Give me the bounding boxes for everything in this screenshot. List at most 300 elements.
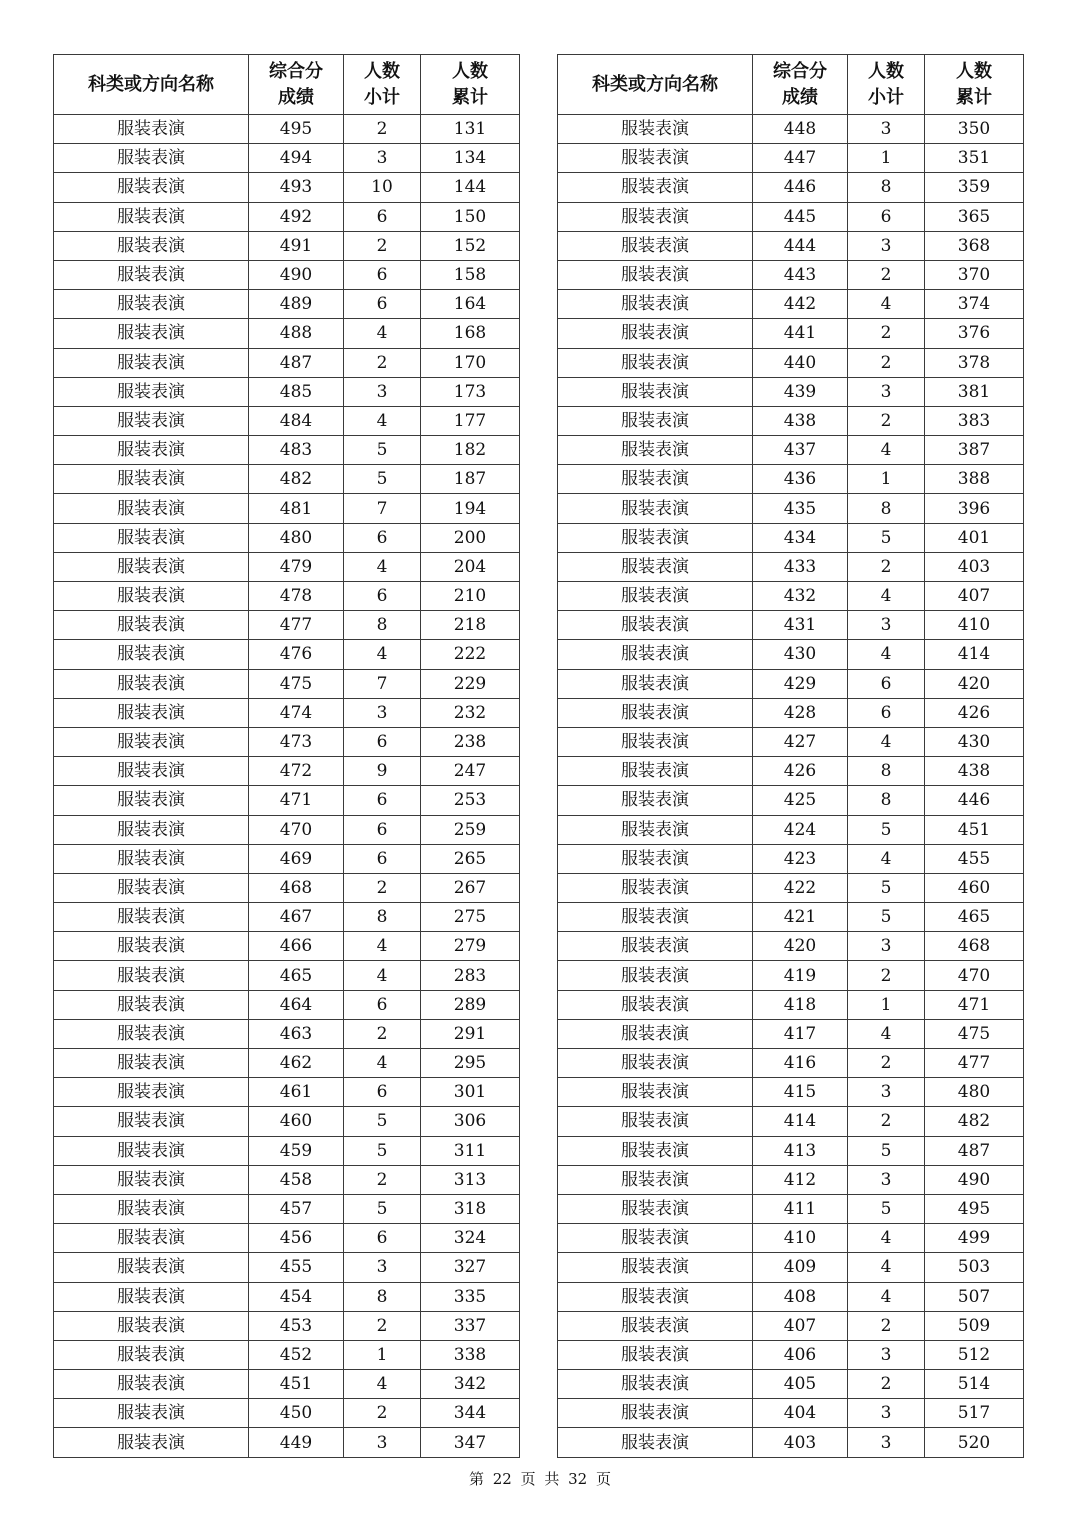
table-row: [558, 1194, 1024, 1223]
cell-category-name: 服装表演: [54, 1049, 249, 1078]
cell-count-subtotal: 2: [848, 1049, 925, 1078]
cell-count-subtotal: 5: [344, 465, 421, 494]
cell-count-cumulative: 383: [925, 406, 1024, 435]
cell-category-name: 服装表演: [558, 1165, 753, 1194]
cell-composite-score: 447: [753, 144, 848, 173]
cell-composite-score: 412: [753, 1165, 848, 1194]
cell-count-subtotal: 6: [848, 698, 925, 727]
table-row: [54, 582, 520, 611]
cell-composite-score: 495: [249, 115, 344, 144]
cell-category-name: 服装表演: [54, 757, 249, 786]
cell-category-name: 服装表演: [54, 115, 249, 144]
cell-composite-score: 474: [249, 698, 344, 727]
cell-count-subtotal: 4: [848, 727, 925, 756]
table-row: [54, 786, 520, 815]
cell-category-name: 服装表演: [558, 1282, 753, 1311]
cell-count-subtotal: 2: [344, 1311, 421, 1340]
cell-count-subtotal: 3: [848, 932, 925, 961]
cell-category-name: 服装表演: [558, 611, 753, 640]
cell-count-cumulative: 426: [925, 698, 1024, 727]
cell-category-name: 服装表演: [54, 1194, 249, 1223]
cell-category-name: 服装表演: [54, 406, 249, 435]
table-row: [54, 932, 520, 961]
table-row: [54, 1224, 520, 1253]
cell-category-name: 服装表演: [558, 523, 753, 552]
cell-composite-score: 458: [249, 1165, 344, 1194]
cell-count-subtotal: 5: [848, 903, 925, 932]
cell-category-name: 服装表演: [54, 698, 249, 727]
cell-count-subtotal: 10: [344, 173, 421, 202]
cell-category-name: 服装表演: [558, 786, 753, 815]
table-row: [558, 582, 1024, 611]
table-row: [54, 1253, 520, 1282]
table-row: [54, 348, 520, 377]
cell-count-cumulative: 350: [925, 115, 1024, 144]
cell-category-name: 服装表演: [54, 640, 249, 669]
cell-composite-score: 465: [249, 961, 344, 990]
cell-composite-score: 433: [753, 552, 848, 581]
table-row: [54, 698, 520, 727]
cell-count-subtotal: 8: [848, 494, 925, 523]
cell-count-subtotal: 5: [344, 1194, 421, 1223]
cell-composite-score: 428: [753, 698, 848, 727]
cell-count-subtotal: 4: [848, 844, 925, 873]
table-row: [54, 260, 520, 289]
table-row: [54, 552, 520, 581]
cell-count-cumulative: 460: [925, 873, 1024, 902]
cell-category-name: 服装表演: [54, 786, 249, 815]
cell-count-cumulative: 144: [421, 173, 520, 202]
cell-category-name: 服装表演: [558, 1194, 753, 1223]
table-row: [558, 1282, 1024, 1311]
cell-count-subtotal: 1: [848, 990, 925, 1019]
cell-count-cumulative: 388: [925, 465, 1024, 494]
cell-composite-score: 443: [753, 260, 848, 289]
table-row: [558, 1253, 1024, 1282]
cell-count-subtotal: 3: [848, 1340, 925, 1369]
cell-category-name: 服装表演: [54, 1370, 249, 1399]
table-row: [558, 1049, 1024, 1078]
table-header-row: [558, 55, 1024, 115]
cell-count-subtotal: 4: [848, 290, 925, 319]
table-row: [54, 727, 520, 756]
cell-count-cumulative: 480: [925, 1078, 1024, 1107]
cell-category-name: 服装表演: [54, 1078, 249, 1107]
cell-composite-score: 434: [753, 523, 848, 552]
cell-composite-score: 436: [753, 465, 848, 494]
cell-category-name: 服装表演: [54, 494, 249, 523]
cell-count-cumulative: 337: [421, 1311, 520, 1340]
cell-count-subtotal: 3: [848, 231, 925, 260]
cell-category-name: 服装表演: [54, 1253, 249, 1282]
cell-composite-score: 405: [753, 1370, 848, 1399]
cell-count-subtotal: 2: [344, 115, 421, 144]
table-row: [54, 202, 520, 231]
cell-count-cumulative: 222: [421, 640, 520, 669]
cell-count-cumulative: 182: [421, 436, 520, 465]
table-row: [54, 669, 520, 698]
cell-count-subtotal: 8: [344, 611, 421, 640]
table-row: [54, 640, 520, 669]
cell-composite-score: 432: [753, 582, 848, 611]
cell-count-cumulative: 381: [925, 377, 1024, 406]
table-row: [558, 786, 1024, 815]
cell-count-cumulative: 376: [925, 319, 1024, 348]
cell-category-name: 服装表演: [54, 932, 249, 961]
page-footer: 第 22 页 共 32 页: [468, 1470, 611, 1488]
cell-composite-score: 456: [249, 1224, 344, 1253]
cell-count-subtotal: 1: [848, 144, 925, 173]
table-row: [54, 1019, 520, 1048]
table-row: [558, 757, 1024, 786]
cell-count-cumulative: 507: [925, 1282, 1024, 1311]
cell-composite-score: 461: [249, 1078, 344, 1107]
cell-count-cumulative: 289: [421, 990, 520, 1019]
cell-category-name: 服装表演: [558, 260, 753, 289]
cell-count-subtotal: 2: [344, 1399, 421, 1428]
table-row: [558, 932, 1024, 961]
cell-category-name: 服装表演: [558, 173, 753, 202]
cell-category-name: 服装表演: [558, 144, 753, 173]
cell-composite-score: 448: [753, 115, 848, 144]
table-row: [54, 757, 520, 786]
cell-category-name: 服装表演: [558, 436, 753, 465]
score-table-right: [557, 54, 1024, 1458]
table-row: [558, 552, 1024, 581]
header-score-line2: 成绩: [278, 86, 314, 108]
cell-composite-score: 475: [249, 669, 344, 698]
table-row: [558, 1019, 1024, 1048]
cell-count-subtotal: 2: [848, 1370, 925, 1399]
cell-count-cumulative: 229: [421, 669, 520, 698]
table-row: [558, 406, 1024, 435]
cell-composite-score: 410: [753, 1224, 848, 1253]
cell-count-cumulative: 517: [925, 1399, 1024, 1428]
cell-category-name: 服装表演: [54, 844, 249, 873]
cell-count-cumulative: 487: [925, 1136, 1024, 1165]
cell-category-name: 服装表演: [558, 319, 753, 348]
cell-count-cumulative: 347: [421, 1428, 520, 1457]
cell-composite-score: 460: [249, 1107, 344, 1136]
cell-count-subtotal: 3: [848, 611, 925, 640]
cell-count-cumulative: 465: [925, 903, 1024, 932]
cell-category-name: 服装表演: [54, 290, 249, 319]
cell-count-subtotal: 4: [344, 319, 421, 348]
cell-count-subtotal: 8: [344, 1282, 421, 1311]
cell-category-name: 服装表演: [54, 173, 249, 202]
header-count-cumulative: [925, 55, 1024, 115]
cell-composite-score: 425: [753, 786, 848, 815]
cell-count-subtotal: 2: [344, 231, 421, 260]
cell-composite-score: 457: [249, 1194, 344, 1223]
cell-count-cumulative: 351: [925, 144, 1024, 173]
cell-category-name: 服装表演: [54, 348, 249, 377]
cell-composite-score: 420: [753, 932, 848, 961]
cell-count-cumulative: 204: [421, 552, 520, 581]
cell-count-cumulative: 295: [421, 1049, 520, 1078]
cell-composite-score: 471: [249, 786, 344, 815]
cell-category-name: 服装表演: [558, 932, 753, 961]
cell-count-subtotal: 2: [848, 348, 925, 377]
cell-count-cumulative: 468: [925, 932, 1024, 961]
cell-count-cumulative: 306: [421, 1107, 520, 1136]
cell-count-cumulative: 455: [925, 844, 1024, 873]
cell-count-cumulative: 420: [925, 669, 1024, 698]
table-row: [54, 1282, 520, 1311]
cell-count-subtotal: 4: [344, 552, 421, 581]
cell-count-subtotal: 5: [848, 873, 925, 902]
cell-composite-score: 406: [753, 1340, 848, 1369]
cell-count-subtotal: 4: [848, 640, 925, 669]
table-row: [54, 844, 520, 873]
cell-category-name: 服装表演: [558, 844, 753, 873]
cell-count-cumulative: 359: [925, 173, 1024, 202]
cell-count-subtotal: 6: [344, 202, 421, 231]
cell-category-name: 服装表演: [558, 552, 753, 581]
cell-count-cumulative: 218: [421, 611, 520, 640]
cell-count-subtotal: 6: [344, 290, 421, 319]
cell-composite-score: 439: [753, 377, 848, 406]
cell-category-name: 服装表演: [558, 202, 753, 231]
header-category-name: 科类或方向名称: [54, 55, 249, 115]
cell-composite-score: 407: [753, 1311, 848, 1340]
table-body-left: [54, 115, 520, 1458]
cell-composite-score: 403: [753, 1428, 848, 1457]
table-row: [54, 990, 520, 1019]
cell-count-subtotal: 2: [344, 1165, 421, 1194]
cell-count-cumulative: 495: [925, 1194, 1024, 1223]
table-row: [558, 903, 1024, 932]
cell-count-subtotal: 5: [344, 1136, 421, 1165]
table-row: [558, 1165, 1024, 1194]
cell-count-cumulative: 490: [925, 1165, 1024, 1194]
cell-count-subtotal: 5: [848, 815, 925, 844]
cell-count-subtotal: 2: [848, 260, 925, 289]
cell-composite-score: 480: [249, 523, 344, 552]
cell-count-cumulative: 318: [421, 1194, 520, 1223]
cell-count-cumulative: 283: [421, 961, 520, 990]
cell-count-subtotal: 6: [848, 669, 925, 698]
cell-composite-score: 404: [753, 1399, 848, 1428]
cell-category-name: 服装表演: [558, 1428, 753, 1457]
table-row: [558, 494, 1024, 523]
cell-category-name: 服装表演: [54, 990, 249, 1019]
cell-category-name: 服装表演: [558, 815, 753, 844]
cell-composite-score: 445: [753, 202, 848, 231]
cell-composite-score: 469: [249, 844, 344, 873]
cell-count-cumulative: 414: [925, 640, 1024, 669]
table-row: [558, 1370, 1024, 1399]
cell-composite-score: 494: [249, 144, 344, 173]
cell-count-subtotal: 6: [344, 260, 421, 289]
table-row: [54, 377, 520, 406]
cell-composite-score: 453: [249, 1311, 344, 1340]
cell-category-name: 服装表演: [558, 640, 753, 669]
cell-composite-score: 478: [249, 582, 344, 611]
cell-category-name: 服装表演: [54, 611, 249, 640]
cell-composite-score: 449: [249, 1428, 344, 1457]
cell-count-cumulative: 446: [925, 786, 1024, 815]
cell-count-cumulative: 210: [421, 582, 520, 611]
cell-composite-score: 470: [249, 815, 344, 844]
cell-category-name: 服装表演: [54, 1428, 249, 1457]
table-row: [558, 640, 1024, 669]
cell-composite-score: 440: [753, 348, 848, 377]
table-row: [558, 1399, 1024, 1428]
cell-category-name: 服装表演: [558, 757, 753, 786]
cell-category-name: 服装表演: [54, 1019, 249, 1048]
table-row: [54, 494, 520, 523]
cell-count-cumulative: 200: [421, 523, 520, 552]
cell-category-name: 服装表演: [54, 1340, 249, 1369]
cell-count-subtotal: 3: [344, 698, 421, 727]
cell-composite-score: 487: [249, 348, 344, 377]
cell-category-name: 服装表演: [558, 377, 753, 406]
header-score-line2: 成绩: [782, 86, 818, 108]
cell-composite-score: 415: [753, 1078, 848, 1107]
cell-count-subtotal: 5: [344, 1107, 421, 1136]
cell-count-subtotal: 4: [344, 961, 421, 990]
cell-category-name: 服装表演: [54, 582, 249, 611]
cell-count-cumulative: 477: [925, 1049, 1024, 1078]
table-row: [558, 1107, 1024, 1136]
table-header-row: [54, 55, 520, 115]
table-row: [558, 1311, 1024, 1340]
cell-composite-score: 493: [249, 173, 344, 202]
table-row: [558, 815, 1024, 844]
cell-count-subtotal: 6: [344, 844, 421, 873]
table-row: [558, 727, 1024, 756]
cell-category-name: 服装表演: [558, 1311, 753, 1340]
cell-count-cumulative: 279: [421, 932, 520, 961]
table-row: [558, 1136, 1024, 1165]
table-row: [558, 260, 1024, 289]
cell-category-name: 服装表演: [54, 903, 249, 932]
cell-composite-score: 426: [753, 757, 848, 786]
header-composite-score: [753, 55, 848, 115]
cell-count-subtotal: 3: [848, 1399, 925, 1428]
table-row: [54, 1399, 520, 1428]
cell-count-subtotal: 5: [848, 523, 925, 552]
cell-count-cumulative: 168: [421, 319, 520, 348]
cell-count-cumulative: 291: [421, 1019, 520, 1048]
cell-composite-score: 414: [753, 1107, 848, 1136]
header-count-subtotal: [344, 55, 421, 115]
cell-category-name: 服装表演: [54, 260, 249, 289]
table-row: [54, 1078, 520, 1107]
cell-composite-score: 479: [249, 552, 344, 581]
cell-composite-score: 452: [249, 1340, 344, 1369]
cell-count-subtotal: 3: [344, 1428, 421, 1457]
cell-count-subtotal: 5: [848, 1194, 925, 1223]
cell-category-name: 服装表演: [558, 494, 753, 523]
cell-composite-score: 464: [249, 990, 344, 1019]
cell-category-name: 服装表演: [558, 873, 753, 902]
table-row: [558, 173, 1024, 202]
cell-count-cumulative: 471: [925, 990, 1024, 1019]
cell-composite-score: 491: [249, 231, 344, 260]
cell-composite-score: 488: [249, 319, 344, 348]
cell-composite-score: 462: [249, 1049, 344, 1078]
cell-category-name: 服装表演: [54, 436, 249, 465]
cell-count-subtotal: 6: [344, 582, 421, 611]
cell-composite-score: 418: [753, 990, 848, 1019]
cell-category-name: 服装表演: [54, 202, 249, 231]
cell-count-cumulative: 451: [925, 815, 1024, 844]
cell-count-cumulative: 134: [421, 144, 520, 173]
cell-composite-score: 473: [249, 727, 344, 756]
cell-count-cumulative: 520: [925, 1428, 1024, 1457]
cell-category-name: 服装表演: [558, 727, 753, 756]
cell-count-cumulative: 407: [925, 582, 1024, 611]
cell-category-name: 服装表演: [558, 348, 753, 377]
table-row: [558, 1078, 1024, 1107]
cell-category-name: 服装表演: [54, 1399, 249, 1428]
cell-count-subtotal: 9: [344, 757, 421, 786]
cell-count-subtotal: 2: [848, 406, 925, 435]
cell-count-cumulative: 396: [925, 494, 1024, 523]
cell-composite-score: 483: [249, 436, 344, 465]
cell-composite-score: 423: [753, 844, 848, 873]
cell-count-subtotal: 8: [848, 173, 925, 202]
cell-category-name: 服装表演: [558, 290, 753, 319]
cell-composite-score: 435: [753, 494, 848, 523]
cell-count-subtotal: 4: [848, 1019, 925, 1048]
cell-composite-score: 489: [249, 290, 344, 319]
table-row: [558, 290, 1024, 319]
cell-composite-score: 459: [249, 1136, 344, 1165]
table-row: [558, 144, 1024, 173]
cell-composite-score: 427: [753, 727, 848, 756]
cell-category-name: 服装表演: [558, 669, 753, 698]
cell-category-name: 服装表演: [54, 465, 249, 494]
cell-category-name: 服装表演: [558, 1340, 753, 1369]
table-row: [54, 1311, 520, 1340]
header-cum-line2: 累计: [452, 86, 488, 108]
cell-count-subtotal: 6: [344, 523, 421, 552]
header-sub-line1: 人数: [364, 60, 400, 82]
cell-composite-score: 417: [753, 1019, 848, 1048]
header-count-cumulative: [421, 55, 520, 115]
cell-count-subtotal: 3: [344, 1253, 421, 1282]
cell-composite-score: 466: [249, 932, 344, 961]
cell-category-name: 服装表演: [54, 669, 249, 698]
table-row: [54, 873, 520, 902]
cell-category-name: 服装表演: [558, 465, 753, 494]
cell-count-cumulative: 238: [421, 727, 520, 756]
table-row: [54, 1136, 520, 1165]
cell-category-name: 服装表演: [558, 1136, 753, 1165]
cell-count-cumulative: 275: [421, 903, 520, 932]
cell-count-subtotal: 4: [344, 1370, 421, 1399]
cell-count-subtotal: 4: [848, 582, 925, 611]
cell-category-name: 服装表演: [558, 698, 753, 727]
cell-count-subtotal: 4: [344, 640, 421, 669]
cell-count-cumulative: 342: [421, 1370, 520, 1399]
cell-composite-score: 482: [249, 465, 344, 494]
table-row: [54, 1428, 520, 1457]
cell-count-cumulative: 301: [421, 1078, 520, 1107]
cell-count-cumulative: 514: [925, 1370, 1024, 1399]
cell-count-cumulative: 365: [925, 202, 1024, 231]
table-row: [54, 406, 520, 435]
cell-count-cumulative: 387: [925, 436, 1024, 465]
table-row: [558, 844, 1024, 873]
cell-count-cumulative: 401: [925, 523, 1024, 552]
cell-count-subtotal: 5: [344, 436, 421, 465]
cell-count-subtotal: 2: [848, 961, 925, 990]
cell-count-cumulative: 335: [421, 1282, 520, 1311]
